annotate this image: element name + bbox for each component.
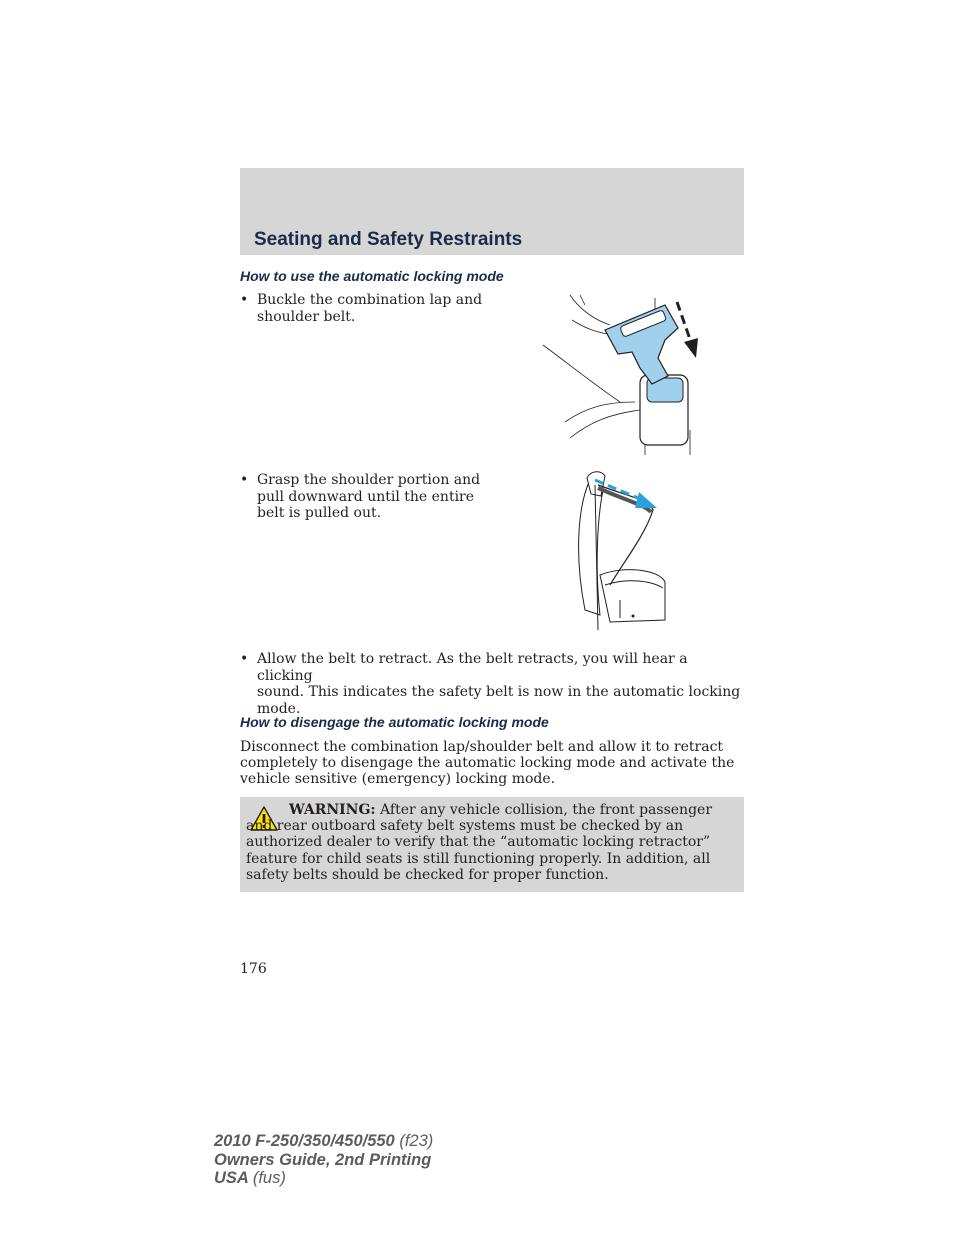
section-header-band [240, 168, 744, 255]
footer-market-code: (fus) [252, 1169, 286, 1187]
footer-model-line [214, 1132, 433, 1151]
disengage-paragraph [240, 739, 740, 787]
page-number: 176 [240, 961, 267, 977]
bullet-item [240, 292, 482, 325]
seatbelt-buckle-illustration [540, 290, 720, 460]
warning-box [240, 797, 744, 892]
bullet-line: belt is pulled out. [257, 505, 382, 521]
bullet-line: pull downward until the entire [257, 488, 475, 505]
footer-guide: Owners Guide, 2nd Printing [214, 1150, 432, 1169]
document-footer [214, 1132, 433, 1188]
bullet-line: sound. This indicates the safety belt is now in the automatic locking [257, 684, 741, 700]
warning-body: After any vehicle collision, the front passenger and rear outboard safety belt systems must be checked by an authorized dealer to verify that the “automatic locking retractor” feature for child seats is still functioning properly. In addition, all safety belts should be checked for proper function. [246, 802, 713, 883]
bullet-line: Allow the belt to retract. As the belt retracts, you will hear a clicking [257, 651, 688, 684]
bullet-line: shoulder belt. [257, 308, 356, 325]
paragraph-line: vehicle sensitive (emergency) locking mode. [240, 771, 556, 787]
bullet-symbol: • [240, 651, 249, 667]
paragraph-line: completely to disengage the automatic locking mode and activate the [240, 755, 735, 771]
bullet-line: Buckle the combination lap and [257, 292, 483, 308]
warning-text [246, 802, 740, 883]
paragraph-line: Disconnect the combination lap/shoulder belt and allow it to retract [240, 739, 724, 755]
bullet-line: mode. [257, 700, 301, 717]
warning-label: WARNING: [289, 802, 376, 818]
bullet-item [240, 472, 480, 522]
section-title: Seating and Safety Restraints [254, 229, 523, 250]
bullet-item [240, 651, 744, 717]
footer-market: USA [214, 1169, 249, 1187]
seat-shoulder-belt-illustration [565, 470, 675, 640]
footer-model-code: (f23) [399, 1132, 434, 1150]
bullet-line: Grasp the shoulder portion and [257, 472, 481, 488]
heading-automatic-locking-mode: How to use the automatic locking mode [240, 268, 504, 284]
bullet-symbol: • [240, 292, 249, 308]
heading-disengage-automatic-locking: How to disengage the automatic locking mode [240, 714, 549, 730]
footer-model: 2010 F-250/350/450/550 [214, 1132, 395, 1150]
footer-market-line [214, 1169, 433, 1188]
bullet-symbol: • [240, 472, 249, 488]
